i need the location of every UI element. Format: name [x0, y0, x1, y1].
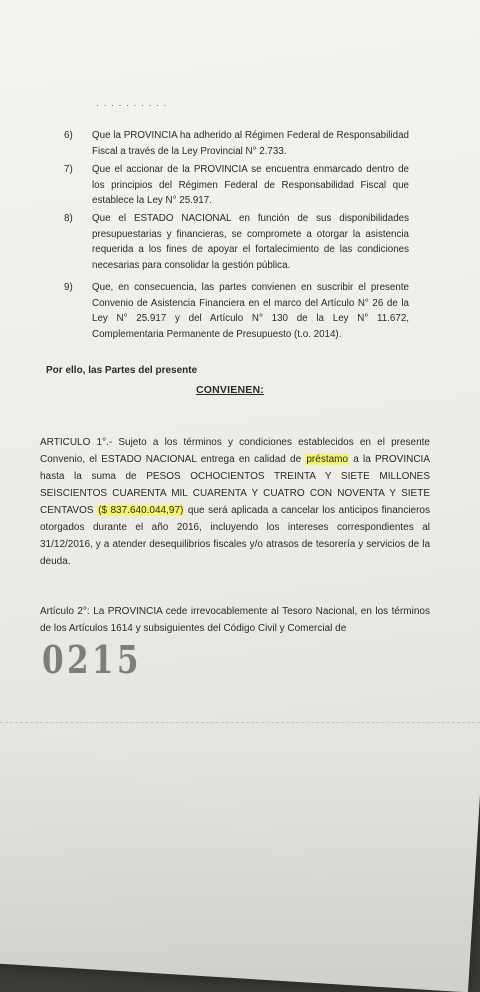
- clause-6: [64, 128, 409, 159]
- clause-number: 6): [64, 130, 73, 141]
- clause-9: [64, 280, 409, 342]
- article-1-text: a la PROVINCIA hasta la suma de PESOS OCHOCIENTOS TREINTA Y SIETE MILLONES SEISCIENTOS CUARENTA MIL CUARENTA Y CUATRO CON NOVENTA Y SIETE CENTAVOS: [40, 454, 430, 516]
- page-number-stamp: 0215: [42, 637, 142, 682]
- clause-number: 7): [64, 164, 73, 175]
- clause-text: Que, en consecuencia, las partes convienen en suscribir el presente Convenio de Asistencia Financiera en el marco del Artículo N° 26 de la Ley N° 25.917 y del Artículo N° 130 de la Ley N° 11.672, Complementaria Permanente de Presupuesto (t.o. 2014).: [92, 282, 409, 340]
- clause-7: [64, 162, 409, 209]
- highlight-amount: ($ 837.640.044,97): [98, 505, 184, 516]
- section-heading: CONVIENEN:: [196, 384, 264, 396]
- clause-text: Que el ESTADO NACIONAL en función de sus disponibilidades presupuestarias y financieras, se compromete a otorgar la asistencia requerida a los fines de apoyar el fortalecimiento de las condiciones necesarias para consolidar la gestión pública.: [92, 213, 409, 271]
- cut-off-line: · · · · · · · · · ·: [96, 100, 168, 110]
- clause-text: Que el accionar de la PROVINCIA se encuentra enmarcado dentro de los principios del Régimen Federal de Responsabilidad Fiscal que establece la Ley N° 25.917.: [92, 164, 409, 207]
- article-2: Artículo 2°: La PROVINCIA cede irrevocablemente al Tesoro Nacional, en los términos de los Artículos 1614 y subsiguientes del Código Civil y Comercial de: [40, 606, 430, 634]
- highlight-loan: préstamo: [306, 454, 349, 465]
- article-1: [40, 434, 430, 570]
- article-1-text: que será aplicada a cancelar los anticipos financieros otorgados durante el año 2016, incluyendo los intereses correspondientes al 31/12/2016, y a atender desequilibrios fiscales y/o atrasos de tesorería y servicios de la deuda.: [40, 505, 430, 567]
- clause-8: [64, 211, 409, 273]
- intro-text: Por ello, las Partes del presente: [46, 365, 198, 376]
- clause-number: 9): [64, 282, 73, 293]
- fold-line: [0, 722, 480, 724]
- clause-text: Que la PROVINCIA ha adherido al Régimen Federal de Responsabilidad Fiscal a través de la Ley Provincial N° 2.733.: [92, 130, 409, 157]
- clause-number: 8): [64, 213, 73, 224]
- article-1-text: ARTICULO 1°.- Sujeto a los términos y condiciones establecidos en el presente Convenio, el ESTADO NACIONAL entrega en calidad de: [40, 437, 430, 465]
